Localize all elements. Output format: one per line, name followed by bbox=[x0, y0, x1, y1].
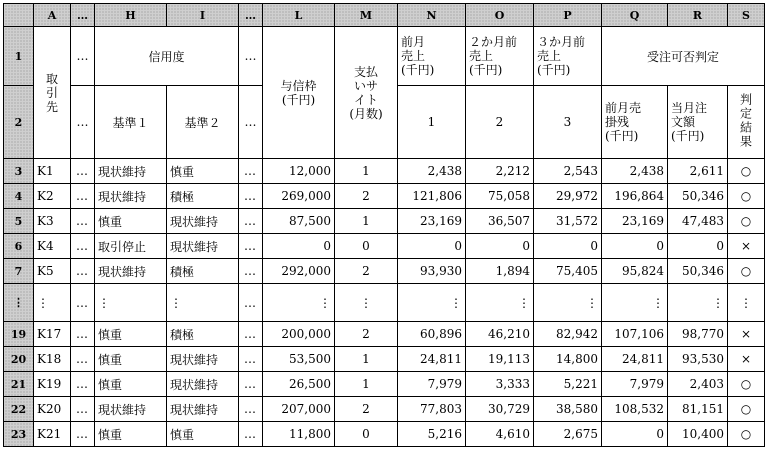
yoshinwaku-cell[interactable]: 207,000 bbox=[263, 397, 335, 422]
zengetsu-uriage-cell[interactable]: 77,803 bbox=[398, 397, 466, 422]
kijun1-cell[interactable]: 慎重 bbox=[95, 372, 167, 397]
torihikisaki-cell[interactable]: K2 bbox=[34, 184, 71, 209]
nikagetsu-uriage-cell[interactable]: 46,210 bbox=[466, 322, 534, 347]
togetsu-chumon-header[interactable]: 当月注 文額 (千円) bbox=[668, 86, 728, 159]
hantei-kekka-cell[interactable]: ○ bbox=[728, 422, 765, 447]
kijun1-cell[interactable]: 現状維持 bbox=[95, 397, 167, 422]
shiharai-site-cell[interactable]: 0 bbox=[335, 234, 398, 259]
torihikisaki-cell[interactable]: K19 bbox=[34, 372, 71, 397]
spreadsheet-table bbox=[3, 3, 765, 447]
kijun2-cell[interactable]: ⋮ bbox=[167, 284, 239, 322]
shiharai-site-cell[interactable]: ⋮ bbox=[335, 284, 398, 322]
nikagetsu-uriage-cell[interactable]: 36,507 bbox=[466, 209, 534, 234]
zengetsu-uriage-cell[interactable]: 23,169 bbox=[398, 209, 466, 234]
sankagetsu-uriage-cell[interactable]: 5,221 bbox=[534, 372, 602, 397]
kijun1-cell[interactable]: 慎重 bbox=[95, 322, 167, 347]
shiharai-site-header[interactable]: 支払 いサ イト (月数) bbox=[335, 27, 398, 159]
yoshinwaku-cell[interactable]: 12,000 bbox=[263, 159, 335, 184]
kijun2-cell[interactable]: 積極 bbox=[167, 322, 239, 347]
zengetsu-urikake-cell[interactable]: 196,864 bbox=[602, 184, 668, 209]
select-all-corner[interactable] bbox=[4, 4, 34, 27]
row-header[interactable]: 4 bbox=[4, 184, 34, 209]
table-row bbox=[4, 322, 765, 347]
kijun1-cell[interactable]: 取引停止 bbox=[95, 234, 167, 259]
togetsu-chumon-cell[interactable]: 47,483 bbox=[668, 209, 728, 234]
shiharai-site-cell[interactable]: 2 bbox=[335, 397, 398, 422]
zengetsu-urikake-cell[interactable]: 7,979 bbox=[602, 372, 668, 397]
sankagetsu-uriage-cell[interactable]: 82,942 bbox=[534, 322, 602, 347]
zengetsu-urikake-cell[interactable]: 0 bbox=[602, 234, 668, 259]
ellipsis-cell[interactable]: … bbox=[239, 322, 263, 347]
column-header-n[interactable]: N bbox=[398, 4, 466, 27]
sankagetsu-uriage-cell[interactable]: 31,572 bbox=[534, 209, 602, 234]
header-row-1 bbox=[4, 27, 765, 86]
zengetsu-uriage-cell[interactable]: 0 bbox=[398, 234, 466, 259]
ellipsis-cell[interactable]: … bbox=[71, 184, 95, 209]
zengetsu-uriage-cell[interactable]: ⋮ bbox=[398, 284, 466, 322]
row-header[interactable]: 21 bbox=[4, 372, 34, 397]
togetsu-chumon-cell[interactable]: 81,151 bbox=[668, 397, 728, 422]
column-header-i[interactable]: I bbox=[167, 4, 239, 27]
hantei-kekka-cell[interactable]: × bbox=[728, 347, 765, 372]
torihikisaki-cell[interactable]: K3 bbox=[34, 209, 71, 234]
hantei-kekka-cell[interactable]: ○ bbox=[728, 184, 765, 209]
nikagetsu-uriage-cell[interactable]: ⋮ bbox=[466, 284, 534, 322]
kijun1-cell[interactable]: 慎重 bbox=[95, 347, 167, 372]
nikagetsu-uriage-cell[interactable]: 30,729 bbox=[466, 397, 534, 422]
shiharai-site-cell[interactable]: 1 bbox=[335, 209, 398, 234]
nikagetsu-uriage-cell[interactable]: 75,058 bbox=[466, 184, 534, 209]
zengetsu-urikake-cell[interactable]: ⋮ bbox=[602, 284, 668, 322]
zengetsu-urikake-cell[interactable]: 24,811 bbox=[602, 347, 668, 372]
torihikisaki-cell[interactable]: K18 bbox=[34, 347, 71, 372]
kijun2-cell[interactable]: 現状維持 bbox=[167, 209, 239, 234]
row-header[interactable]: 1 bbox=[4, 27, 34, 86]
zengetsu-uriage-cell[interactable]: 93,930 bbox=[398, 259, 466, 284]
zengetsu-urikake-cell[interactable]: 2,438 bbox=[602, 159, 668, 184]
column-header-h[interactable]: H bbox=[95, 4, 167, 27]
togetsu-chumon-cell[interactable]: 50,346 bbox=[668, 184, 728, 209]
juchu-kahi-header[interactable]: 受注可否判定 bbox=[602, 27, 765, 86]
shiharai-site-cell[interactable]: 2 bbox=[335, 184, 398, 209]
torihikisaki-cell[interactable]: K17 bbox=[34, 322, 71, 347]
kijun1-header[interactable]: 基準１ bbox=[95, 86, 167, 159]
month-number-2[interactable]: 2 bbox=[466, 86, 534, 159]
torihikisaki-cell[interactable]: ⋮ bbox=[34, 284, 71, 322]
zengetsu-urikake-cell[interactable]: 23,169 bbox=[602, 209, 668, 234]
column-header-l[interactable]: L bbox=[263, 4, 335, 27]
sankagetsu-uriage-cell[interactable]: 2,675 bbox=[534, 422, 602, 447]
table-row bbox=[4, 234, 765, 259]
kijun1-cell[interactable]: 慎重 bbox=[95, 209, 167, 234]
nikagetsu-uriage-header[interactable]: ２か月前 売上 (千円) bbox=[466, 27, 534, 86]
table-row bbox=[4, 372, 765, 397]
ellipsis-cell[interactable]: … bbox=[71, 347, 95, 372]
kijun1-cell[interactable]: 現状維持 bbox=[95, 259, 167, 284]
torihikisaki-header[interactable]: 取 引 先 bbox=[34, 27, 71, 159]
kijun2-cell[interactable]: 現状維持 bbox=[167, 397, 239, 422]
togetsu-chumon-cell[interactable]: ⋮ bbox=[668, 284, 728, 322]
row-header[interactable]: 22 bbox=[4, 397, 34, 422]
shiharai-site-cell[interactable]: 2 bbox=[335, 322, 398, 347]
row-header[interactable]: 20 bbox=[4, 347, 34, 372]
togetsu-chumon-cell[interactable]: 2,403 bbox=[668, 372, 728, 397]
hantei-kekka-cell[interactable]: ○ bbox=[728, 372, 765, 397]
row-header[interactable]: 3 bbox=[4, 159, 34, 184]
ellipsis-cell[interactable]: … bbox=[71, 284, 95, 322]
yoshinwaku-cell[interactable]: 0 bbox=[263, 234, 335, 259]
zengetsu-urikake-cell[interactable]: 95,824 bbox=[602, 259, 668, 284]
yoshinwaku-cell[interactable]: 200,000 bbox=[263, 322, 335, 347]
row-header[interactable]: 2 bbox=[4, 86, 34, 159]
ellipsis-cell[interactable]: … bbox=[239, 259, 263, 284]
ellipsis-cell[interactable]: … bbox=[71, 234, 95, 259]
sankagetsu-uriage-cell[interactable]: 75,405 bbox=[534, 259, 602, 284]
hantei-kekka-cell[interactable]: × bbox=[728, 234, 765, 259]
torihikisaki-cell[interactable]: K4 bbox=[34, 234, 71, 259]
yoshinwaku-header[interactable]: 与信枠 (千円) bbox=[263, 27, 335, 159]
ellipsis-cell[interactable]: … bbox=[239, 184, 263, 209]
yoshinwaku-cell[interactable]: 53,500 bbox=[263, 347, 335, 372]
zengetsu-urikake-cell[interactable]: 107,106 bbox=[602, 322, 668, 347]
ellipsis-cell[interactable]: … bbox=[239, 86, 263, 159]
torihikisaki-cell[interactable]: K1 bbox=[34, 159, 71, 184]
zengetsu-uriage-cell[interactable]: 5,216 bbox=[398, 422, 466, 447]
torihikisaki-cell[interactable]: K5 bbox=[34, 259, 71, 284]
month-number-3[interactable]: 3 bbox=[534, 86, 602, 159]
table-row bbox=[4, 284, 765, 322]
hantei-kekka-cell[interactable]: × bbox=[728, 322, 765, 347]
table-row bbox=[4, 209, 765, 234]
ellipsis-cell[interactable]: … bbox=[71, 159, 95, 184]
ellipsis-cell[interactable]: … bbox=[239, 422, 263, 447]
togetsu-chumon-cell[interactable]: 2,611 bbox=[668, 159, 728, 184]
yoshinwaku-cell[interactable]: 292,000 bbox=[263, 259, 335, 284]
column-header-ellipsis: … bbox=[239, 4, 263, 27]
shiharai-site-cell[interactable]: 0 bbox=[335, 422, 398, 447]
table-row bbox=[4, 397, 765, 422]
nikagetsu-uriage-cell[interactable]: 1,894 bbox=[466, 259, 534, 284]
shiharai-site-cell[interactable]: 2 bbox=[335, 259, 398, 284]
column-header-ellipsis: … bbox=[71, 4, 95, 27]
togetsu-chumon-cell[interactable]: 93,530 bbox=[668, 347, 728, 372]
zengetsu-uriage-cell[interactable]: 2,438 bbox=[398, 159, 466, 184]
yoshinwaku-cell[interactable]: 269,000 bbox=[263, 184, 335, 209]
kijun1-cell[interactable]: 現状維持 bbox=[95, 159, 167, 184]
ellipsis-cell[interactable]: … bbox=[71, 27, 95, 86]
sankagetsu-uriage-cell[interactable]: 0 bbox=[534, 234, 602, 259]
zengetsu-urikake-header[interactable]: 前月売 掛残 (千円) bbox=[602, 86, 668, 159]
zengetsu-urikake-cell[interactable]: 108,532 bbox=[602, 397, 668, 422]
torihikisaki-cell[interactable]: K20 bbox=[34, 397, 71, 422]
kijun2-cell[interactable]: 積極 bbox=[167, 184, 239, 209]
column-header-r[interactable]: R bbox=[668, 4, 728, 27]
sankagetsu-uriage-cell[interactable]: 14,800 bbox=[534, 347, 602, 372]
hantei-kekka-header[interactable] bbox=[728, 86, 765, 159]
kijun2-cell[interactable]: 慎重 bbox=[167, 159, 239, 184]
ellipsis-cell[interactable]: … bbox=[239, 397, 263, 422]
hantei-kekka-cell[interactable]: ○ bbox=[728, 259, 765, 284]
yoshinwaku-cell[interactable]: ⋮ bbox=[263, 284, 335, 322]
column-header-p[interactable]: P bbox=[534, 4, 602, 27]
kijun1-cell[interactable]: 慎重 bbox=[95, 422, 167, 447]
table-row bbox=[4, 184, 765, 209]
zengetsu-uriage-cell[interactable]: 7,979 bbox=[398, 372, 466, 397]
sankagetsu-uriage-cell[interactable]: ⋮ bbox=[534, 284, 602, 322]
sankagetsu-uriage-cell[interactable]: 29,972 bbox=[534, 184, 602, 209]
kijun2-cell[interactable]: 現状維持 bbox=[167, 347, 239, 372]
column-header-o[interactable]: O bbox=[466, 4, 534, 27]
ellipsis-cell[interactable]: … bbox=[71, 372, 95, 397]
hantei-kekka-cell[interactable]: ○ bbox=[728, 209, 765, 234]
nikagetsu-uriage-cell[interactable]: 0 bbox=[466, 234, 534, 259]
table-row bbox=[4, 259, 765, 284]
ellipsis-cell[interactable]: … bbox=[239, 372, 263, 397]
nikagetsu-uriage-cell[interactable]: 19,113 bbox=[466, 347, 534, 372]
table-row bbox=[4, 422, 765, 447]
torihikisaki-cell[interactable]: K21 bbox=[34, 422, 71, 447]
kijun2-cell[interactable]: 慎重 bbox=[167, 422, 239, 447]
ellipsis-cell[interactable]: … bbox=[71, 86, 95, 159]
hantei-kekka-cell[interactable]: ○ bbox=[728, 397, 765, 422]
ellipsis-cell[interactable]: … bbox=[71, 322, 95, 347]
togetsu-chumon-cell[interactable]: 0 bbox=[668, 234, 728, 259]
nikagetsu-uriage-cell[interactable]: 4,610 bbox=[466, 422, 534, 447]
yoshinwaku-cell[interactable]: 11,800 bbox=[263, 422, 335, 447]
kijun2-cell[interactable]: 現状維持 bbox=[167, 372, 239, 397]
row-header[interactable]: 6 bbox=[4, 234, 34, 259]
zengetsu-uriage-cell[interactable]: 60,896 bbox=[398, 322, 466, 347]
row-header[interactable]: 5 bbox=[4, 209, 34, 234]
ellipsis-cell[interactable]: … bbox=[239, 284, 263, 322]
yoshinwaku-cell[interactable]: 26,500 bbox=[263, 372, 335, 397]
row-header[interactable]: 19 bbox=[4, 322, 34, 347]
nikagetsu-uriage-cell[interactable]: 3,333 bbox=[466, 372, 534, 397]
table-row bbox=[4, 347, 765, 372]
zengetsu-uriage-cell[interactable]: 24,811 bbox=[398, 347, 466, 372]
column-header-q[interactable]: Q bbox=[602, 4, 668, 27]
ellipsis-cell[interactable]: … bbox=[239, 347, 263, 372]
sankagetsu-uriage-cell[interactable]: 38,580 bbox=[534, 397, 602, 422]
column-header-a[interactable]: A bbox=[34, 4, 71, 27]
kijun1-cell[interactable]: ⋮ bbox=[95, 284, 167, 322]
row-header[interactable]: ⋮ bbox=[4, 284, 34, 322]
sankagetsu-uriage-header[interactable]: ３か月前 売上 (千円) bbox=[534, 27, 602, 86]
ellipsis-cell[interactable]: … bbox=[239, 234, 263, 259]
togetsu-chumon-cell[interactable]: 98,770 bbox=[668, 322, 728, 347]
kijun1-cell[interactable]: 現状維持 bbox=[95, 184, 167, 209]
ellipsis-cell[interactable]: … bbox=[239, 209, 263, 234]
kijun2-cell[interactable]: 現状維持 bbox=[167, 234, 239, 259]
ellipsis-cell[interactable]: … bbox=[239, 159, 263, 184]
column-header-s[interactable]: S bbox=[728, 4, 765, 27]
column-header-row bbox=[4, 4, 765, 27]
ellipsis-cell[interactable]: … bbox=[239, 27, 263, 86]
ellipsis-cell[interactable]: … bbox=[71, 397, 95, 422]
shiharai-site-cell[interactable]: 1 bbox=[335, 159, 398, 184]
hantei-kekka-label: 判定結果 bbox=[738, 92, 753, 149]
row-header[interactable]: 7 bbox=[4, 259, 34, 284]
hantei-kekka-cell[interactable]: ○ bbox=[728, 159, 765, 184]
ellipsis-cell[interactable]: … bbox=[71, 259, 95, 284]
table-row bbox=[4, 159, 765, 184]
shiharai-site-cell[interactable]: 1 bbox=[335, 372, 398, 397]
zengetsu-uriage-header[interactable]: 前月 売上 (千円) bbox=[398, 27, 466, 86]
ellipsis-cell[interactable]: … bbox=[71, 422, 95, 447]
kijun2-cell[interactable]: 積極 bbox=[167, 259, 239, 284]
zengetsu-uriage-cell[interactable]: 121,806 bbox=[398, 184, 466, 209]
togetsu-chumon-cell[interactable]: 10,400 bbox=[668, 422, 728, 447]
sankagetsu-uriage-cell[interactable]: 2,543 bbox=[534, 159, 602, 184]
column-header-m[interactable]: M bbox=[335, 4, 398, 27]
ellipsis-cell[interactable]: … bbox=[71, 209, 95, 234]
shinyodo-header[interactable]: 信用度 bbox=[95, 27, 239, 86]
nikagetsu-uriage-cell[interactable]: 2,212 bbox=[466, 159, 534, 184]
row-header[interactable]: 23 bbox=[4, 422, 34, 447]
month-number-1[interactable]: 1 bbox=[398, 86, 466, 159]
shiharai-site-cell[interactable]: 1 bbox=[335, 347, 398, 372]
togetsu-chumon-cell[interactable]: 50,346 bbox=[668, 259, 728, 284]
kijun2-header[interactable]: 基準２ bbox=[167, 86, 239, 159]
yoshinwaku-cell[interactable]: 87,500 bbox=[263, 209, 335, 234]
zengetsu-urikake-cell[interactable]: 0 bbox=[602, 422, 668, 447]
hantei-kekka-cell[interactable]: ⋮ bbox=[728, 284, 765, 322]
